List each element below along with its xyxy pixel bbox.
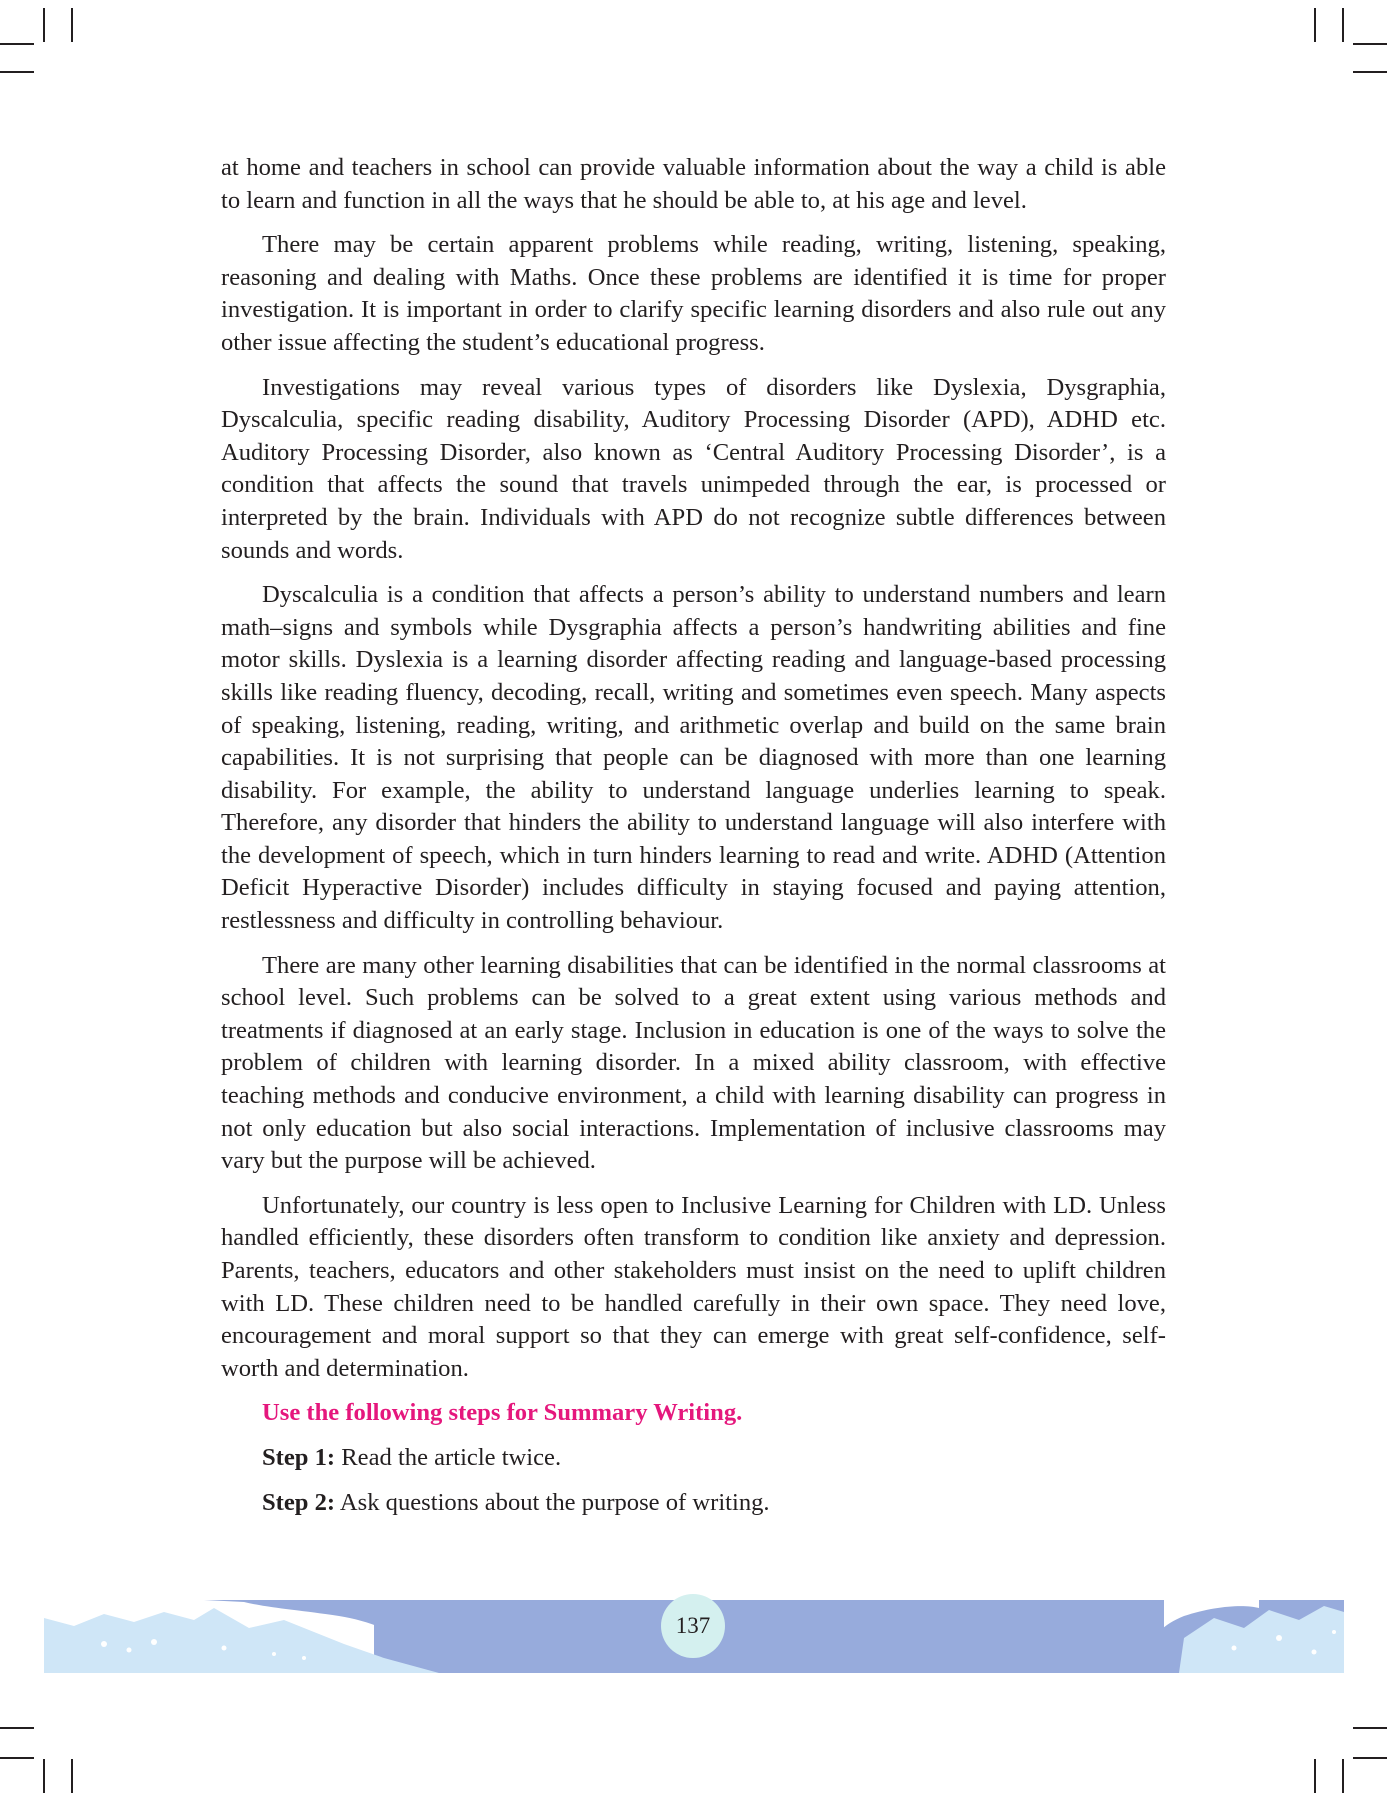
crop-mark xyxy=(1353,71,1387,73)
section-heading: Use the following steps for Summary Writing. xyxy=(262,1399,743,1427)
step-text: Read the article twice. xyxy=(335,1443,562,1471)
crop-mark xyxy=(0,1727,34,1729)
step-text: Ask questions about the purpose of writing. xyxy=(335,1488,770,1516)
crop-mark xyxy=(1353,43,1387,45)
step-item xyxy=(262,1442,1166,1475)
page-body xyxy=(221,152,1166,1531)
body-paragraph: Dyscalculia is a condition that affects a person’s ability to understand numbers and learn math–signs and symbols while Dysgraphia affects a person’s handwriting abilities and fine motor skills. Dyslexia is a learning disorder affecting reading and language-based processing skills like reading fluency, decoding, recall, writing and sometimes even speech. Many aspects of speaking, listening, reading, writing, and arithmetic overlap and build on the same brain capabilities. It is not surprising that people can be diagnosed with more than one learning disability. For example, the ability to understand language underlies learning to speak. Therefore, any disorder that hinders the ability to understand language will also interfere with the development of speech, which in turn hinders learning to read and write. ADHD (Attention Deficit Hyperactive Disorder) includes difficulty in staying focused and paying attention, restlessness and difficulty in controlling behaviour. xyxy=(221,581,1166,935)
step-label: Step 2: xyxy=(262,1488,336,1516)
crop-mark xyxy=(43,8,45,42)
crop-mark xyxy=(1314,1759,1316,1793)
crop-mark xyxy=(43,1759,45,1793)
crop-mark xyxy=(71,1759,73,1793)
page-number: 137 xyxy=(661,1594,725,1658)
body-paragraph: at home and teachers in school can provide valuable information about the way a child is able to learn and function in all the ways that he should be able to, at his age and level. xyxy=(221,154,1166,214)
crop-mark xyxy=(1353,1757,1387,1759)
crop-mark xyxy=(1353,1727,1387,1729)
body-paragraph: Investigations may reveal various types of disorders like Dyslexia, Dysgraphia, Dyscalculia, specific reading disability, Auditory Processing Disorder (APD), ADHD etc. Auditory Processing Disorder, also known as ‘Central Auditory Processing Disorder’, is a condition that affects the sound that travels unimpeded through the ear, is processed or interpreted by the brain. Individuals with APD do not recognize subtle differences between sounds and words. xyxy=(221,373,1166,564)
crop-mark xyxy=(71,8,73,42)
crop-mark xyxy=(1314,8,1316,42)
crop-mark xyxy=(1342,8,1344,42)
step-item xyxy=(262,1487,1166,1520)
body-paragraph: There are many other learning disabilities that can be identified in the normal classrooms at school level. Such problems can be solved to a great extent using various methods and treatments if diagnosed at an early stage. Inclusion in education is one of the ways to solve the problem of children with learning disorder. In a mixed ability classroom, with effective teaching methods and conducive environment, a child with learning disability can progress in not only education but also social interactions. Implementation of inclusive classrooms may vary but the purpose will be achieved. xyxy=(221,951,1166,1175)
step-label: Step 1: xyxy=(262,1443,336,1471)
body-paragraph: There may be certain apparent problems while reading, writing, listening, speaking, reasoning and dealing with Maths. Once these problems are identified it is time for proper investigation. It is important in order to clarify specific learning disorders and also rule out any other issue affecting the student’s educational progress. xyxy=(221,231,1166,356)
body-paragraph: Unfortunately, our country is less open to Inclusive Learning for Children with LD. Unless handled efficiently, these disorders often transform to condition like anxiety and depression. Parents, teachers, educators and other stakeholders must insist on the need to uplift children with LD. These children need to be handled carefully in their own space. They need love, encouragement and moral support so that they can emerge with great self-confidence, self-worth and determination. xyxy=(221,1191,1166,1382)
crop-mark xyxy=(0,71,34,73)
crop-mark xyxy=(0,43,34,45)
footer-band xyxy=(374,1600,1164,1673)
crop-mark xyxy=(1342,1759,1344,1793)
crop-mark xyxy=(0,1757,34,1759)
